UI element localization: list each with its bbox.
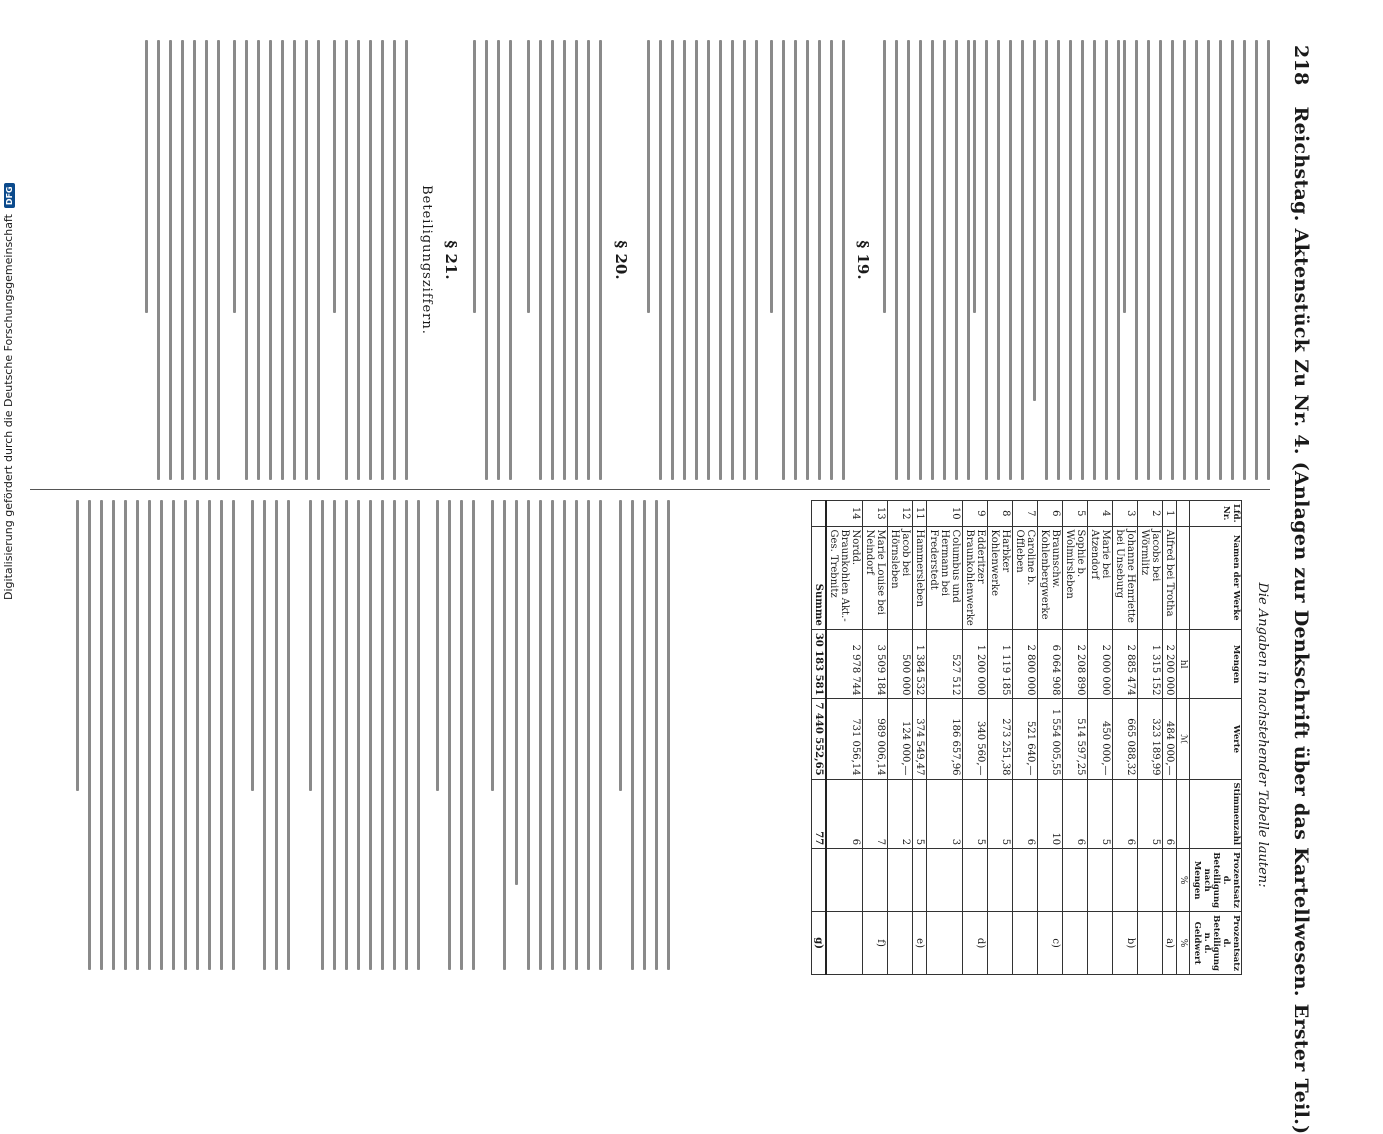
cell-nr: 4 [1088,501,1113,527]
cell-amount: 2 800 000 [1013,629,1038,699]
section-marker-20: § 20. [612,240,630,280]
cell-name: Jacob bei Hörnsleben [888,526,913,629]
cell-nr: 14 [826,501,863,527]
cell-nr: 3 [1113,501,1138,527]
col-header-name: Namen der Werke [1190,526,1242,629]
cell-pct-amount [1163,849,1177,912]
cell-mark [1138,912,1163,975]
digitization-footer [2,186,18,600]
cell-mark: f) [863,912,888,975]
page-title: Reichstag. Aktenstück Zu Nr. 4. (Anlagen zur Denkschrift über das Kartellwesen. Erster Teil.) [1290,106,1312,1134]
table-row [1088,501,1113,975]
cell-nr: 1 [1163,501,1177,527]
text-block-10 [136,40,220,480]
text-block-4 [761,40,845,480]
col-header-amount: Mengen [1190,629,1242,699]
cell-nr: 5 [1063,501,1088,527]
cell-value: 374 549,47 [913,699,927,779]
table-row [1138,501,1163,975]
total-mark: g) [812,912,827,975]
right-column [30,500,1270,970]
cell-value: 340 560,— [963,699,988,779]
total-label: Summe [812,526,827,629]
section-title-beteiligungsziffern: Beteiligungsziffern. [419,185,434,335]
cell-votes: 5 [1088,779,1113,849]
kartell-table [811,500,1242,975]
cell-value: 484 000,— [1163,699,1177,779]
text-block-r5 [242,500,290,970]
table-row [1113,501,1138,975]
table-units-row [1177,501,1190,975]
cell-pct-amount [1113,849,1138,912]
cell-nr: 6 [1038,501,1063,527]
text-block-9 [224,40,320,480]
cell-amount: 2 208 890 [1063,629,1088,699]
table-row [1038,501,1063,975]
cell-pct-amount [1038,849,1063,912]
section-marker-21: § 21. [442,240,460,280]
cell-pct-amount [1013,849,1038,912]
text-block-2 [964,40,1120,480]
cell-pct-amount [863,849,888,912]
cell-pct-amount [1138,849,1163,912]
cell-amount: 3 509 184 [863,629,888,699]
text-block-r3 [427,500,475,970]
cell-value: 514 597,25 [1063,699,1088,779]
cell-name: Nordd. Braunkohlen Akt.-Ges. Trebnitz [826,526,863,629]
cell-amount: 1 315 152 [1138,629,1163,699]
cell-value: 186 657,96 [927,699,963,779]
cell-value: 273 251,38 [988,699,1013,779]
cell-name: Braunschw. Kohlenbergwerke [1038,526,1063,629]
text-block-r1 [610,500,670,970]
cell-votes: 3 [927,779,963,849]
cell-mark [988,912,1013,975]
table-row [863,501,888,975]
cell-name: Sophie b. Wolmirsleben [1063,526,1088,629]
cell-mark [927,912,963,975]
table-row [913,501,927,975]
cell-nr: 2 [1138,501,1163,527]
col-header-pct-value: Prozentsatz d. Beteiligung n. d. Geldwert [1190,912,1242,975]
text-block-7 [464,40,512,480]
cell-mark [826,912,863,975]
col-header-pct-amount: Prozentsatz d. Beteiligung nach Mengen [1190,849,1242,912]
cell-votes: 5 [913,779,927,849]
cell-nr: 12 [888,501,913,527]
cell-name: Marie bei Atzendorf [1088,526,1113,629]
cell-value: 450 000,— [1088,699,1113,779]
col-header-value: Werte [1190,699,1242,779]
cell-nr: 11 [913,501,927,527]
text-block-6 [518,40,602,480]
cell-name: Columbus und Hermann bei Frederstedt [927,526,963,629]
cell-nr: 9 [963,501,988,527]
col-header-votes: Stimmenzahl [1190,779,1242,849]
unit-pct-value: % [1177,912,1190,975]
cell-amount: 527 512 [927,629,963,699]
cell-name: Hammersleben [913,526,927,629]
cell-mark: e) [913,912,927,975]
column-divider [30,489,1270,490]
cell-nr: 10 [927,501,963,527]
cell-amount: 2 885 474 [1113,629,1138,699]
unit-value: ℳ [1177,699,1190,779]
cell-amount: 6 064 908 [1038,629,1063,699]
cell-value: 323 189,99 [1138,699,1163,779]
cell-name: Marie Louise bei Neindorf [863,526,888,629]
text-block-r4 [300,500,420,970]
cell-votes: 5 [988,779,1013,849]
cell-mark [1088,912,1113,975]
cell-votes: 5 [963,779,988,849]
table-row [988,501,1013,975]
cell-mark: c) [1038,912,1063,975]
text-block-3 [874,40,970,480]
cell-pct-amount [1063,849,1088,912]
cell-mark: b) [1113,912,1138,975]
table-row [1163,501,1177,975]
cell-votes: 6 [1013,779,1038,849]
cell-votes: 7 [863,779,888,849]
table-header-row [1190,501,1242,975]
cell-votes: 6 [1113,779,1138,849]
cell-votes: 6 [1063,779,1088,849]
table-row [888,501,913,975]
cell-votes: 6 [826,779,863,849]
total-amount: 30 183 581 [812,629,827,699]
cell-votes: 2 [888,779,913,849]
cell-value: 731 056,14 [826,699,863,779]
cell-votes: 5 [1138,779,1163,849]
cell-pct-amount [913,849,927,912]
cell-mark [1063,912,1088,975]
cell-pct-amount [963,849,988,912]
page-number: 218 [1290,45,1312,86]
cell-mark [888,912,913,975]
unit-pct-amount: % [1177,849,1190,912]
cell-name: Harbker Kohlenwerke [988,526,1013,629]
cell-nr: 8 [988,501,1013,527]
footer-text: Digitalisierung gefördert durch die Deutsche Forschungsgemeinschaft [2,214,15,600]
cell-pct-amount [826,849,863,912]
cell-mark [1013,912,1038,975]
cell-amount: 2 000 000 [1088,629,1113,699]
dfg-logo: DFG [4,183,15,208]
table-title: Die Angaben in nachstehender Tabelle lauten: [1255,582,1270,888]
cell-value: 124 000,— [888,699,913,779]
cell-name: Alfred bei Trotha [1163,526,1177,629]
text-block-1 [1114,40,1270,480]
cell-name: Johanne Henriette bei Unseburg [1113,526,1138,629]
table-row [1063,501,1088,975]
table-row [963,501,988,975]
left-column [30,40,1270,480]
cell-nr: 13 [863,501,888,527]
cell-value: 665 088,32 [1113,699,1138,779]
cell-amount: 1 119 185 [988,629,1013,699]
cell-pct-amount [988,849,1013,912]
cell-amount: 500 000 [888,629,913,699]
unit-amount: hl [1177,629,1190,699]
cell-name: Edderitzer Braunkohlenwerke [963,526,988,629]
cell-mark: d) [963,912,988,975]
cell-value: 1 554 005,55 [1038,699,1063,779]
col-header-nr: Lfd. Nr. [1190,501,1242,527]
cell-name: Jacobs bei Wörmlitz [1138,526,1163,629]
cell-pct-amount [888,849,913,912]
cell-name: Caroline b. Offleben [1013,526,1038,629]
text-block-r2 [482,500,602,970]
total-votes: 77 [812,779,827,849]
cell-amount: 2 978 744 [826,629,863,699]
cell-votes: 10 [1038,779,1063,849]
cell-votes: 6 [1163,779,1177,849]
cell-pct-amount [927,849,963,912]
cell-value: 521 640,— [1013,699,1038,779]
text-block-5 [638,40,758,480]
cell-value: 989 006,14 [863,699,888,779]
cell-amount: 1 384 532 [913,629,927,699]
text-block-r6 [67,500,235,970]
section-marker-19: § 19. [854,240,872,280]
cell-pct-amount [1088,849,1113,912]
total-value: 7 440 552,65 [812,699,827,779]
table-row [1013,501,1038,975]
page-header [1278,45,1312,1134]
text-block-8 [324,40,408,480]
cell-mark: a) [1163,912,1177,975]
table-total-row [812,501,827,975]
cell-amount: 2 200 000 [1163,629,1177,699]
cell-nr: 7 [1013,501,1038,527]
table-row [927,501,963,975]
cell-amount: 1 200 000 [963,629,988,699]
table-row [826,501,863,975]
